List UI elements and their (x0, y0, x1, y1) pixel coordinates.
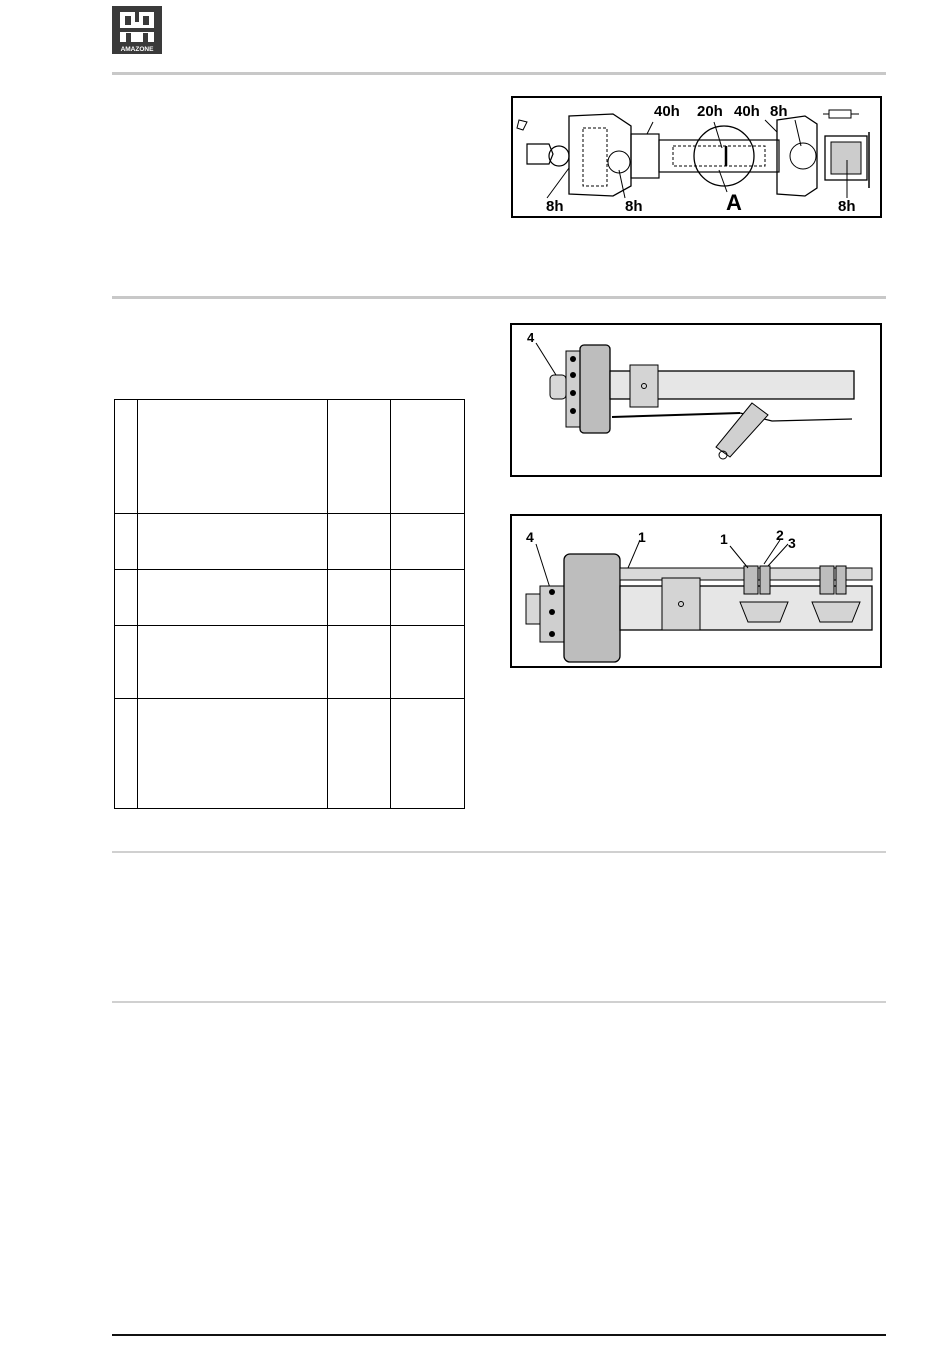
row-item-cell (138, 699, 328, 809)
row-number-cell (115, 400, 138, 514)
row-unit-cell (391, 699, 465, 809)
row-value-cell (328, 626, 391, 699)
axle-camshaft-figure (510, 514, 882, 668)
row-value-cell (328, 514, 391, 570)
row-item-cell (138, 570, 328, 626)
section-rule-3 (112, 1001, 886, 1003)
row-value-cell (328, 400, 391, 514)
row-unit-cell (391, 514, 465, 570)
shaft-label-8h-top: 8h (770, 103, 788, 120)
shaft-label-8h-right: 8h (838, 198, 856, 215)
row-number-cell (115, 570, 138, 626)
amazone-logo-icon (112, 6, 162, 54)
table-row (115, 514, 465, 570)
table-row (115, 570, 465, 626)
axle-brake-figure (510, 323, 882, 477)
shaft-figure (511, 96, 882, 218)
table-row (115, 699, 465, 809)
row-item-cell (138, 400, 328, 514)
camshaft-callout-4: 4 (526, 529, 534, 545)
camshaft-callout-3: 3 (788, 535, 796, 551)
row-number-cell (115, 626, 138, 699)
row-number-cell (115, 514, 138, 570)
shaft-label-detail-a: A (726, 190, 742, 215)
shaft-label-8h-mid: 8h (625, 198, 643, 215)
shaft-label-40h-left: 40h (654, 103, 680, 120)
logo-text: AMAZONE (120, 46, 154, 53)
camshaft-callout-1-right: 1 (720, 531, 728, 547)
shaft-label-8h-left: 8h (546, 198, 564, 215)
row-item-cell (138, 514, 328, 570)
row-unit-cell (391, 626, 465, 699)
shaft-label-40h-right: 40h (734, 103, 760, 120)
row-item-cell (138, 626, 328, 699)
spec-table (114, 399, 465, 809)
amazone-logo (112, 6, 162, 54)
brake-callout-4: 4 (527, 330, 535, 345)
footer-rule (112, 1334, 886, 1336)
header-rule (112, 72, 886, 75)
row-number-cell (115, 699, 138, 809)
section-rule-2 (112, 851, 886, 853)
camshaft-callout-1-left: 1 (638, 529, 646, 545)
row-unit-cell (391, 400, 465, 514)
row-value-cell (328, 699, 391, 809)
row-value-cell (328, 570, 391, 626)
table-row (115, 400, 465, 514)
camshaft-callout-2: 2 (776, 527, 784, 543)
section-rule-1 (112, 296, 886, 299)
shaft-label-20h: 20h (697, 103, 723, 120)
row-unit-cell (391, 570, 465, 626)
table-row (115, 626, 465, 699)
